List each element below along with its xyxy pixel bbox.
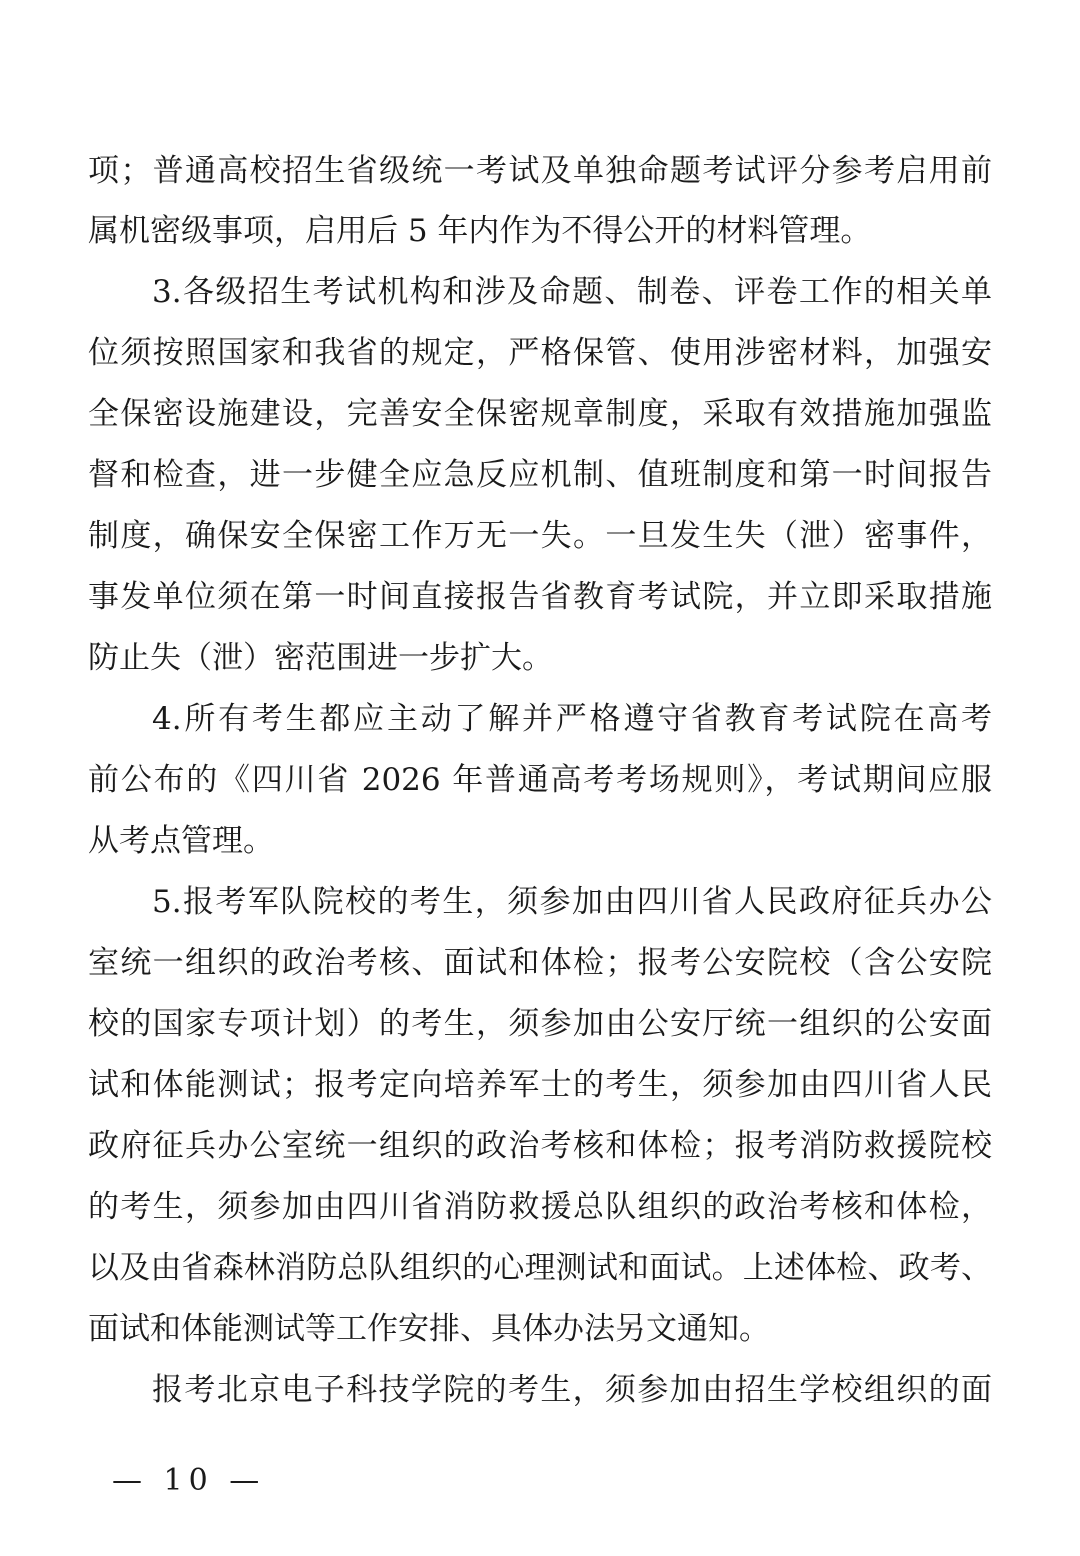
- paragraph-first-line: 4.所有考生都应主动了解并严格遵守省教育考试院在高考: [152, 701, 992, 737]
- text-line: 位须按照国家和我省的规定，严格保管、使用涉密材料，加强安: [88, 335, 992, 371]
- text-line: 制度，确保安全保密工作万无一失。一旦发生失（泄）密事件，: [88, 518, 992, 554]
- text-line: 督和检查，进一步健全应急反应机制、值班制度和第一时间报告: [88, 457, 992, 493]
- text-line: 室统一组织的政治考核、面试和体检；报考公安院校（含公安院: [88, 945, 992, 981]
- text-line: 面试和体能测试等工作安排、具体办法另文通知。: [88, 1311, 770, 1347]
- text-line: 项；普通高校招生省级统一考试及单独命题考试评分参考启用前: [88, 153, 992, 189]
- text-line: 试和体能测试；报考定向培养军士的考生，须参加由四川省人民: [88, 1067, 992, 1103]
- text-line: 政府征兵办公室统一组织的政治考核和体检；报考消防救援院校: [88, 1128, 992, 1164]
- paragraph-first-line: 5.报考军队院校的考生，须参加由四川省人民政府征兵办公: [152, 884, 992, 920]
- text-line: 防止失（泄）密范围进一步扩大。: [88, 640, 553, 676]
- text-line: 的考生，须参加由四川省消防救援总队组织的政治考核和体检，: [88, 1189, 992, 1225]
- page-number: — 10 —: [112, 1463, 266, 1498]
- text-line: 前公布的《四川省 2026 年普通高考考场规则》，考试期间应服: [88, 762, 992, 798]
- text-line: 从考点管理。: [88, 823, 274, 859]
- text-line: 事发单位须在第一时间直接报告省教育考试院，并立即采取措施: [88, 579, 992, 615]
- text-line: 全保密设施建设，完善安全保密规章制度，采取有效措施加强监: [88, 396, 992, 432]
- text-line: 校的国家专项计划）的考生，须参加由公安厅统一组织的公安面: [88, 1006, 992, 1042]
- text-line: 以及由省森林消防总队组织的心理测试和面试。上述体检、政考、: [88, 1250, 992, 1286]
- paragraph-first-line: 3.各级招生考试机构和涉及命题、制卷、评卷工作的相关单: [152, 274, 992, 310]
- paragraph-first-line: 报考北京电子科技学院的考生，须参加由招生学校组织的面: [152, 1372, 992, 1408]
- text-line: 属机密级事项，启用后 5 年内作为不得公开的材料管理。: [88, 213, 872, 249]
